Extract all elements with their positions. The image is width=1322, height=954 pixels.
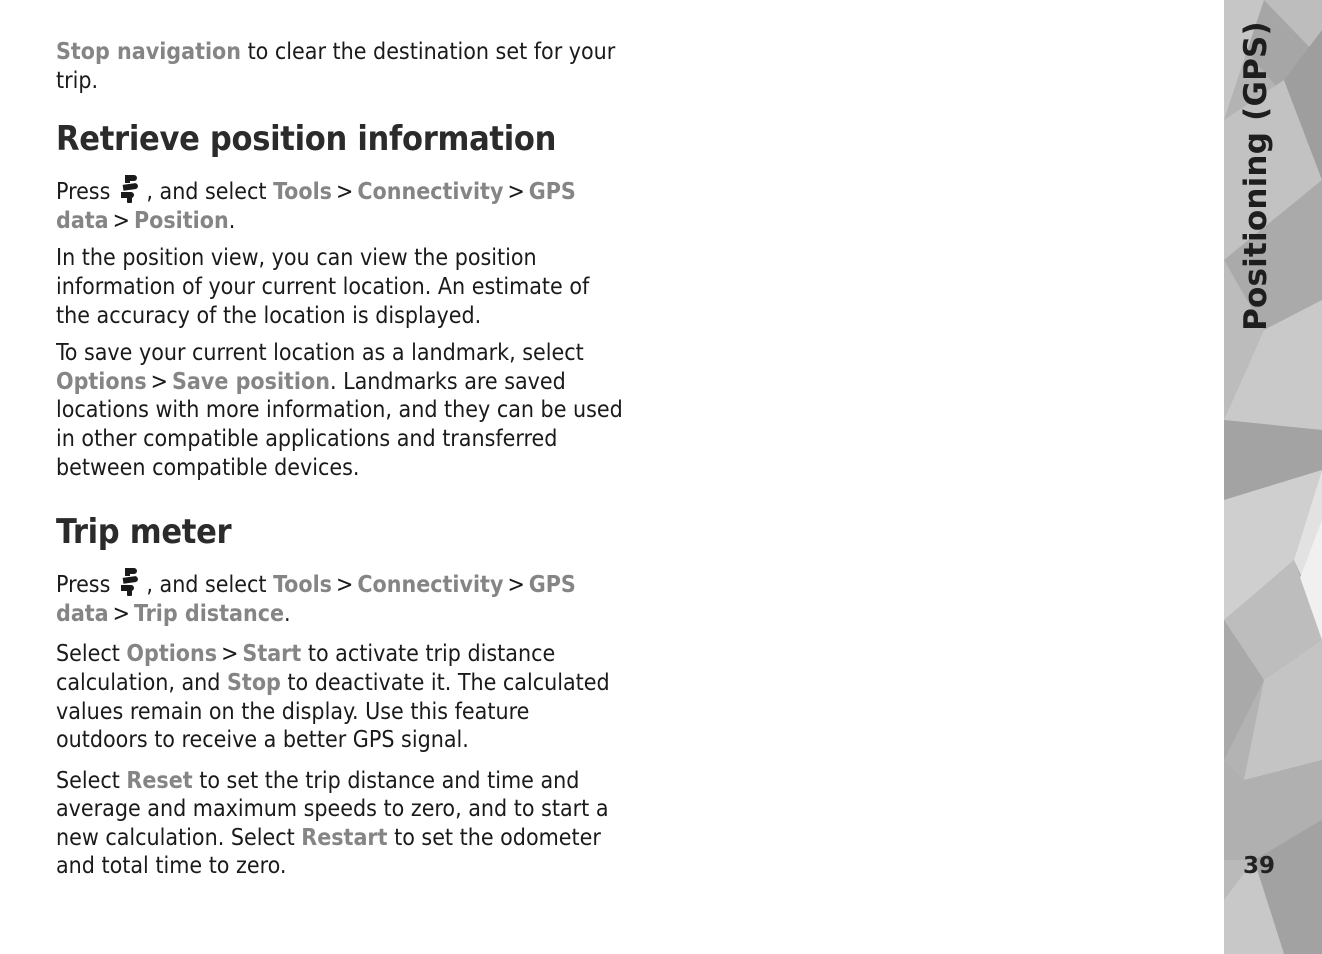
path-separator: > [221,641,239,668]
path-separator: > [335,572,354,599]
menu-position[interactable]: Position [133,207,229,234]
landmarks-text: . Landmarks are saved locations with more information, and they can be used in other compatible applications and transferred between compatible devices. [56,368,623,481]
menu-trip-distance[interactable]: Trip distance [133,600,284,627]
reset-text: to set the trip distance and time and average and maximum speeds to zero, and to start a new calculation. Select [56,767,609,851]
start-link[interactable]: Start [242,641,302,668]
deactivate-text: to deactivate it. The calculated values remain on the display. Use this feature outdoors to receive a better GPS signal. [56,669,610,754]
section-heading-trip-meter: Trip meter [56,512,232,553]
retrieve-press-instruction [56,173,626,235]
select-text: Select [56,641,127,668]
start-stop-paragraph [56,640,626,754]
menu-connectivity[interactable]: Connectivity [357,179,504,206]
select-text: Select [56,767,127,794]
period: . [284,600,291,627]
path-separator: > [335,179,354,206]
options-link[interactable]: Options [56,368,147,395]
section-title-text: Positioning (GPS) [1238,21,1275,331]
and-select-text: , and select [146,572,274,599]
save-position-link[interactable]: Save position [172,368,330,395]
menu-gps-data[interactable]: GPS data [56,179,576,234]
press-text: Press [56,179,111,206]
menu-key-icon [116,173,142,205]
menu-tools[interactable]: Tools [273,179,332,206]
trip-press-instruction [56,566,626,628]
reset-link[interactable]: Reset [126,767,193,794]
intro-text: to clear the destination set for your trip. [56,39,616,94]
path-separator: > [112,207,130,234]
restart-link[interactable]: Restart [301,824,388,851]
save-landmark-paragraph [56,339,626,482]
section-heading-retrieve-position: Retrieve position information [56,119,557,160]
page-content [56,38,626,890]
section-title-vertical [1226,21,1286,331]
menu-connectivity[interactable]: Connectivity [357,572,504,599]
page-number: 39 [1243,853,1276,879]
press-text: Press [56,572,111,599]
activate-text: to activate trip distance calculation, and [56,641,556,696]
path-separator: > [507,572,525,599]
path-separator: > [507,179,525,206]
period: . [228,207,236,234]
menu-gps-data[interactable]: GPS data [56,572,576,627]
options-link[interactable]: Options [126,641,218,668]
stop-navigation-link[interactable]: Stop navigation [56,39,241,65]
intro-paragraph [56,38,626,95]
reset-restart-paragraph [56,767,626,881]
menu-tools[interactable]: Tools [273,572,332,599]
position-view-paragraph: In the position view, you can view the position information of your current location. An estimate of the accuracy of the location is displayed. [56,245,590,329]
stop-link[interactable]: Stop [227,669,281,696]
restart-text: to set the odometer and total time to zero. [56,824,601,880]
save-text: To save your current location as a landmark, select [56,340,584,367]
path-separator: > [112,600,130,627]
and-select-text: , and select [146,179,274,206]
menu-key-icon [116,566,142,598]
path-separator: > [150,368,168,395]
